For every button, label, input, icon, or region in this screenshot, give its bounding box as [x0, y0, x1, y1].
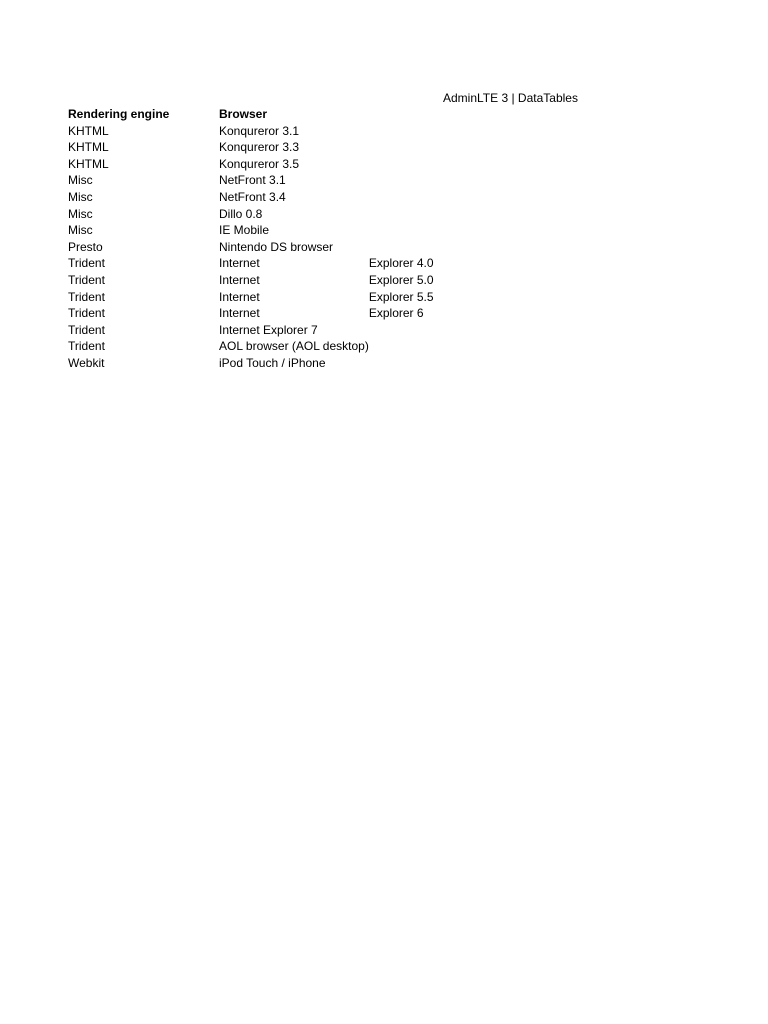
cell-rendering-engine: Trident — [68, 256, 105, 271]
table-row — [68, 355, 469, 372]
cell-rendering-engine: Presto — [68, 239, 103, 254]
cell-extra: Explorer 5.5 — [368, 289, 434, 304]
cell-browser: Dillo 0.8 — [219, 206, 263, 221]
cell-browser: Internet — [219, 256, 260, 271]
cell-extra: Explorer 4.0 — [368, 256, 434, 271]
cell-extra — [369, 206, 469, 223]
table-row — [68, 239, 469, 256]
cell-extra — [369, 222, 469, 239]
table-row — [68, 255, 469, 272]
cell-extra — [369, 322, 469, 339]
table-row — [68, 222, 469, 239]
header-extra — [369, 106, 469, 123]
table-row — [68, 206, 469, 223]
cell-browser: Internet — [219, 289, 260, 304]
cell-browser: Nintendo DS browser — [219, 239, 334, 254]
cell-rendering-engine: Misc — [68, 173, 93, 188]
cell-rendering-engine: Trident — [68, 306, 105, 321]
cell-browser: IE Mobile — [219, 223, 270, 238]
table-row — [68, 289, 469, 306]
table-row — [68, 156, 469, 173]
cell-rendering-engine: Misc — [68, 206, 93, 221]
cell-extra: Explorer 6 — [368, 306, 424, 321]
cell-rendering-engine: Trident — [68, 289, 105, 304]
data-table — [68, 106, 469, 372]
header-rendering-engine: Rendering engine — [68, 107, 170, 121]
cell-browser: iPod Touch / iPhone — [219, 355, 326, 370]
cell-extra — [369, 355, 469, 372]
table-row — [68, 189, 469, 206]
cell-rendering-engine: Webkit — [68, 355, 105, 370]
cell-browser: Internet — [219, 272, 260, 287]
cell-browser: Internet — [219, 306, 260, 321]
table-row — [68, 123, 469, 140]
cell-extra — [369, 338, 469, 355]
cell-extra — [369, 239, 469, 256]
table-row — [68, 272, 469, 289]
table-row — [68, 338, 469, 355]
table-row — [68, 305, 469, 322]
cell-extra — [369, 139, 469, 156]
cell-rendering-engine: Trident — [68, 339, 105, 354]
cell-extra — [369, 189, 469, 206]
cell-rendering-engine: KHTML — [68, 156, 109, 171]
cell-extra — [369, 156, 469, 173]
cell-rendering-engine: Trident — [68, 272, 105, 287]
cell-browser: AOL browser (AOL desktop) — [219, 339, 369, 354]
table-row — [68, 322, 469, 339]
cell-rendering-engine: KHTML — [68, 140, 109, 155]
table-body — [68, 123, 469, 372]
table-row — [68, 172, 469, 189]
cell-browser: Konqureror 3.3 — [219, 140, 300, 155]
cell-browser: NetFront 3.1 — [219, 173, 286, 188]
table-header-row — [68, 106, 469, 123]
cell-extra — [369, 123, 469, 140]
cell-browser: Konqureror 3.1 — [219, 123, 300, 138]
cell-rendering-engine: Trident — [68, 322, 105, 337]
cell-rendering-engine: KHTML — [68, 123, 109, 138]
cell-browser: Konqureror 3.5 — [219, 156, 300, 171]
cell-extra — [369, 172, 469, 189]
cell-browser: Internet Explorer 7 — [219, 322, 318, 337]
table-row — [68, 139, 469, 156]
cell-extra: Explorer 5.0 — [368, 272, 434, 287]
cell-rendering-engine: Misc — [68, 189, 93, 204]
header-browser: Browser — [219, 107, 268, 121]
cell-rendering-engine: Misc — [68, 223, 93, 238]
cell-browser: NetFront 3.4 — [219, 189, 286, 204]
page-header: AdminLTE 3 | DataTables — [443, 91, 578, 105]
